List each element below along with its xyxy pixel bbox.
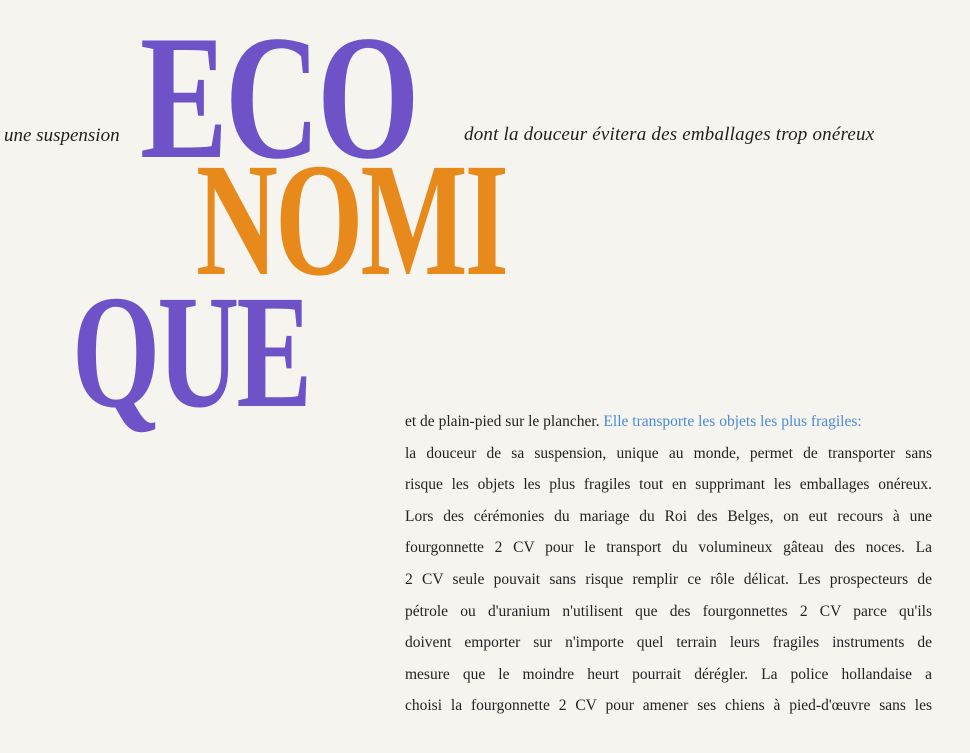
body-line (405, 406, 932, 438)
headline-nomi: NOMI (196, 131, 507, 310)
accent-sentence: Elle transporte les objets les plus fragiles: (603, 413, 862, 430)
left-phrase: une suspension (4, 125, 120, 146)
headline-eco: ECO (140, 0, 417, 196)
body-line: doivent emporter sur n'importe quel terrain leurs fragiles instruments de (405, 634, 932, 652)
body-line: 2 CV seule pouvait sans risque remplir ce rôle délicat. Les prospecteurs de (405, 570, 932, 588)
body-line: fourgonnette 2 CV pour le transport du volumineux gâteau des noces. La (405, 539, 932, 557)
body-line: mesure que le moindre heurt pourrait dérégler. La police hollandaise a (405, 665, 932, 683)
right-phrase: dont la douceur évitera des emballages trop onéreux (464, 124, 875, 145)
body-line: Lors des cérémonies du mariage du Roi des Belges, on eut recours à une (405, 507, 932, 525)
body-line: la douceur de sa suspension, unique au monde, permet de transporter sans (405, 444, 932, 462)
headline-que: QUE (72, 263, 310, 442)
body-line: choisi la fourgonnette 2 CV pour amener ses chiens à pied-d'œuvre sans les (405, 697, 932, 715)
body-paragraph (405, 406, 932, 722)
body-line-start: et de plain-pied sur le plancher. (405, 413, 604, 430)
body-line: risque les objets les plus fragiles tout en supprimant les emballages onéreux. (405, 476, 932, 494)
body-line: pétrole ou d'uranium n'utilisent que des fourgonnettes 2 CV parce qu'ils (405, 602, 932, 620)
